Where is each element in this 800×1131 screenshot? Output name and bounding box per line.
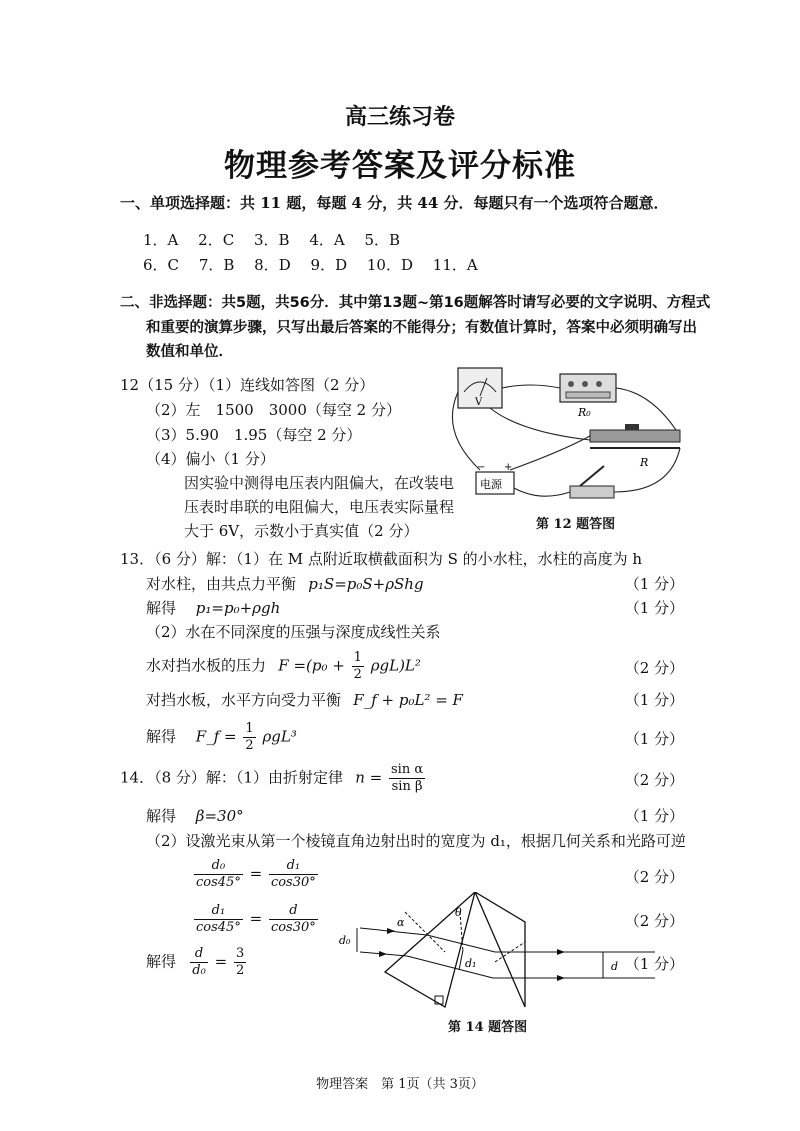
q14-figure-caption: 第 14 题答图 [448, 1020, 528, 1035]
answer-4: 4．A [309, 231, 345, 249]
q14-f3-right [234, 946, 246, 979]
q13-line5-text: 水对挡水板的压力 [146, 656, 267, 675]
q12-line3: （3）5.90 1.95（每空 2 分） [146, 426, 362, 444]
switch-icon [570, 466, 614, 498]
answer-5: 5．B [364, 231, 401, 249]
plus-label: + [504, 462, 513, 473]
q13-line3-text: 解得 [146, 599, 177, 617]
q13-line6 [146, 689, 463, 710]
q14-line2 [146, 805, 244, 826]
q14-f3-left [190, 946, 208, 979]
q14-line6-text: 解得 [146, 952, 177, 971]
q13-line5-eq-b: ρgL)L² [370, 656, 421, 675]
page-subtitle: 高三练习卷 [344, 104, 455, 130]
source-label: 电源 [480, 478, 502, 491]
q13-line3 [146, 597, 280, 618]
q13-line1: 13．（6 分）解：（1）在 M 点附近取横截面积为 S 的小水柱，水柱的高度为 h [120, 550, 643, 568]
q14-line6-points: （1 分） [624, 955, 684, 973]
page-title: 物理参考答案及评分标准 [224, 148, 576, 184]
q14-line6: 解得 $\frac{d}{\text{d₀}}$ = $\frac{3}{2}$ [146, 946, 245, 978]
q12-figure-caption: 第 12 题答图 [536, 517, 616, 532]
section2-heading-line2: 和重要的演算步骤，只写出最后答案的不能得分；有数值计算时，答案中必须明确写出 [146, 320, 697, 336]
answer-9: 9．D [310, 256, 348, 274]
q14-formula1: $\frac{\text{d₀}}{\cos 45^\circ}$ = $\frac{\text{d₁}}{\cos 30^\circ}$ [196, 858, 316, 890]
q13-line3-equation: p₁=p₀+ρgh [195, 599, 281, 617]
q14-line2-points: （1 分） [624, 807, 684, 825]
q13-line7-frac-numerator: 1 [245, 721, 254, 736]
voltmeter-icon [458, 368, 502, 408]
q13-line6-equation: F_f + p₀L² = F [353, 691, 463, 709]
q14-prism-figure [335, 892, 665, 1014]
r-label: R [640, 456, 649, 469]
answers-row-2 [143, 254, 478, 275]
q13-line2-equation: p₁S=p₀S+ρShg [308, 575, 424, 593]
section1-heading: 一、单项选择题：共 11 题，每题 4 分，共 44 分．每题只有一个选项符合题意． [120, 194, 669, 212]
power-source-icon [476, 462, 514, 494]
q14-f3-right-numerator: 3 [235, 946, 245, 961]
q14-f3-left-denominator: d₀ [192, 963, 206, 978]
q13-line7-fraction [243, 721, 255, 754]
q13-line7-points: （1 分） [624, 730, 684, 748]
q12-line7: 大于 6V，示数小于真实值（2 分） [184, 522, 419, 540]
voltmeter-label: V [475, 397, 483, 408]
q14-f2-left [194, 903, 243, 936]
q13-line7-frac-denominator: 2 [245, 738, 254, 753]
q13-line5-frac-denominator: 2 [353, 667, 362, 682]
page-footer: 物理答案 第 1页（共 3页） [316, 1077, 484, 1092]
q14-line1 [120, 762, 427, 795]
q14-formula2-points: （2 分） [624, 912, 684, 930]
q14-f3-right-denominator: 2 [235, 963, 245, 978]
q14-f2-right-denominator: cos30° [270, 920, 316, 935]
q13-line3-points: （1 分） [624, 599, 684, 617]
answer-11: 11．A [432, 256, 478, 274]
q13-line7-eq-b: ρgL³ [262, 727, 297, 746]
q13-line5 [146, 650, 421, 683]
d0-label: d₀ [339, 934, 351, 947]
answers-row-1 [143, 229, 400, 250]
q13-line5-eq-a: F =(p₀ + [278, 656, 345, 675]
q14-f1-right-numerator: d₁ [269, 858, 318, 875]
q13-line7-text: 解得 [146, 727, 177, 746]
q13-line5-frac-numerator: 1 [353, 650, 362, 665]
alpha-label: α [397, 916, 405, 929]
q13-line6-text: 对挡水板，水平方向受力平衡 [146, 691, 342, 709]
d1-label: d₁ [465, 957, 477, 970]
theta-label: θ [455, 906, 462, 919]
q14-line1-points: （2 分） [624, 771, 684, 789]
q12-line1: 12（15 分）（1）连线如答图（2 分） [120, 376, 375, 394]
answer-10: 10．D [366, 256, 414, 274]
q13-line2-points: （1 分） [624, 575, 684, 593]
q14-f2-right-numerator: d [269, 903, 318, 920]
q14-line1-frac-numerator: sin α [391, 762, 424, 777]
q14-line3: （2）设激光束从第一个棱镜直角边射出时的宽度为 d₁，根据几何关系和光路可逆 [146, 832, 686, 850]
q13-line5-points: （2 分） [624, 659, 684, 677]
q14-f1-right-denominator: cos30° [270, 875, 316, 890]
q14-line1-fraction [389, 762, 425, 795]
minus-label: − [477, 462, 486, 473]
q14-f1-right [269, 858, 318, 891]
resistance-box-icon [560, 374, 616, 419]
section2-heading-line3: 数值和单位． [146, 344, 233, 360]
d-label: d [611, 960, 619, 973]
r0-label: R₀ [578, 406, 591, 419]
q14-f2-right [269, 903, 318, 936]
q14-f1-left-denominator: cos45° [196, 875, 241, 890]
q14-f1-left [194, 858, 243, 891]
q13-line2 [146, 573, 424, 594]
answer-1: 1．A [143, 231, 179, 249]
q14-line1-eq: n = [355, 768, 383, 787]
q14-line1-frac-denominator: sin β [391, 779, 423, 794]
q12-line6: 压表时串联的电阻偏大，电压表实际量程 [184, 498, 455, 516]
q14-f1-left-numerator: d₀ [194, 858, 243, 875]
q13-line4: （2）水在不同深度的压强与深度成线性关系 [146, 623, 441, 641]
q12-line5: 因实验中测得电压表内阻偏大，在改装电 [184, 474, 455, 492]
normal-lines [405, 912, 525, 962]
prism-2-icon [475, 892, 525, 1007]
q14-f2-left-denominator: cos45° [196, 920, 241, 935]
answer-3: 3．B [253, 231, 290, 249]
answer-8: 8．D [254, 256, 291, 274]
q14-line1-text: 14．（8 分）解：（1）由折射定律 [120, 768, 343, 787]
q13-line5-fraction [352, 650, 364, 683]
section2-heading-line1: 二、非选择题：共5题，共56分．其中第13题~第16题解答时请写必要的文字说明、方程式 [120, 295, 711, 311]
q13-line7 [146, 721, 297, 754]
answer-6: 6．C [143, 256, 180, 274]
q12-line4: （4）偏小（1 分） [146, 450, 275, 468]
q12-line2: （2）左 1500 3000（每空 2 分） [146, 401, 401, 419]
rheostat-icon [590, 424, 680, 469]
q13-line6-points: （1 分） [624, 691, 684, 709]
q14-f2-left-numerator: d₁ [194, 903, 243, 920]
q13-line2-text: 对水柱，由共点力平衡 [146, 575, 297, 593]
answer-7: 7．B [198, 256, 235, 274]
answer-2: 2．C [198, 231, 235, 249]
q14-f3-left-numerator: d [190, 946, 208, 963]
q14-formula1-points: （2 分） [624, 868, 684, 886]
q13-line7-eq-a: F_f = [195, 727, 237, 746]
q14-formula2: $\frac{\text{d₁}}{\cos 45^\circ}$ = $\frac{d}{\cos 30^\circ}$ [196, 903, 316, 935]
q14-line2-equation: β=30° [195, 807, 244, 825]
q14-line2-text: 解得 [146, 807, 177, 825]
q12-circuit-figure [440, 362, 690, 512]
